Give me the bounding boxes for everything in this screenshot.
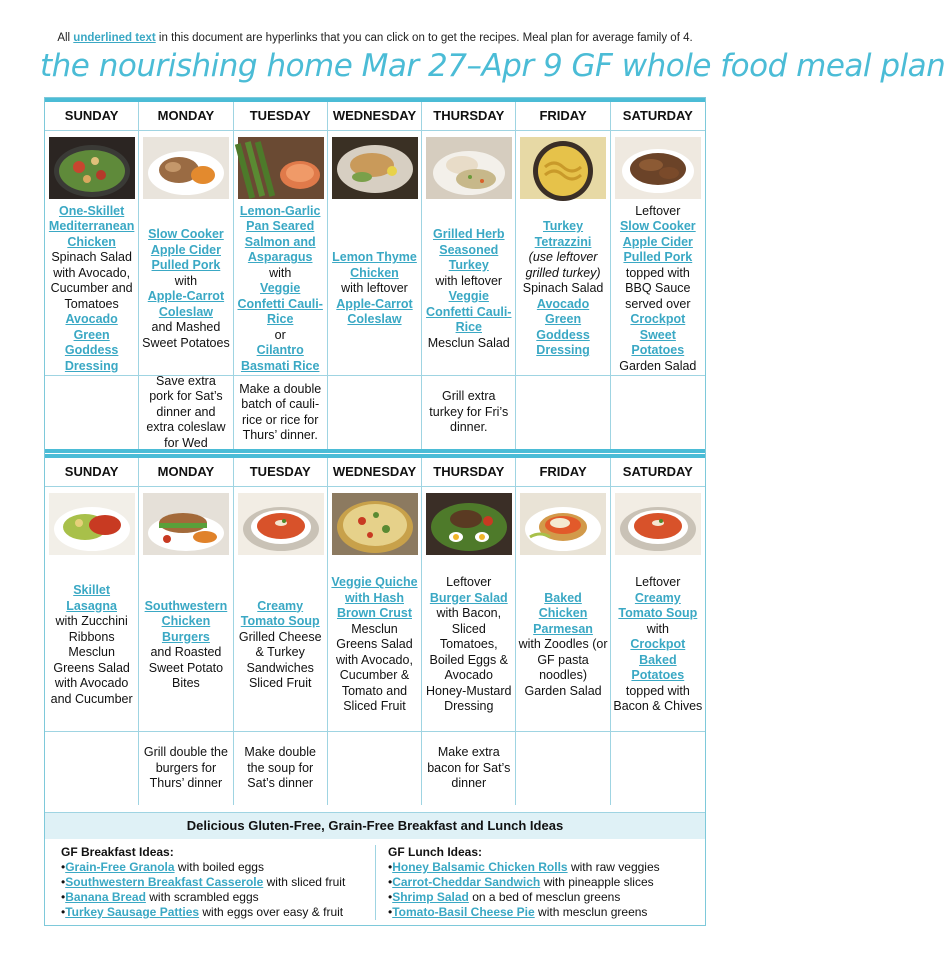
prep-note <box>611 732 705 805</box>
idea-description: with scrambled eggs <box>145 890 259 904</box>
day-header-sunday: SUNDAY <box>45 458 139 486</box>
notice-text-after: in this document are hyperlinks that you can click on to get the recipes. Meal plan for average family of 4. <box>155 32 693 44</box>
meal-cell-thursday <box>422 131 516 375</box>
prep-note <box>516 732 610 805</box>
meal-description: Mesclun Salad <box>427 335 510 350</box>
prep-note <box>611 376 705 449</box>
day-header-monday: MONDAY <box>139 102 233 130</box>
meal-description: with <box>174 273 198 288</box>
recipe-link[interactable]: Avocado Green Goddess Dressing <box>536 296 590 358</box>
tomato-soup-photo <box>238 493 324 555</box>
recipe-link[interactable]: Turkey Sausage Patties <box>65 905 200 919</box>
recipe-link[interactable]: Southwestern Breakfast Casserole <box>65 875 264 889</box>
day-header-friday: FRIDAY <box>516 458 610 486</box>
prep-note: Grill double the burgers for Thurs’ dinner <box>139 732 233 805</box>
prep-note: Grill extra turkey for Fri’s dinner. <box>422 376 516 449</box>
idea-item <box>388 875 705 890</box>
recipe-link[interactable]: Shrimp Salad <box>392 890 469 904</box>
recipe-link[interactable]: Tomato-Basil Cheese Pie <box>392 905 535 919</box>
idea-item <box>61 905 375 920</box>
idea-item <box>388 890 705 905</box>
idea-item <box>388 905 705 920</box>
notice-text-before: All <box>57 32 74 44</box>
idea-description: with mesclun greens <box>534 905 648 919</box>
meal-description: Spinach Salad with Avocado, Cucumber and Tomatoes <box>50 250 133 311</box>
idea-item <box>61 860 375 875</box>
meal-description: (use leftover grilled turkey) <box>525 250 601 280</box>
meal-cell-wednesday <box>328 487 422 731</box>
meal-cell-wednesday <box>328 131 422 375</box>
note-row <box>45 732 705 805</box>
day-header-monday: MONDAY <box>139 458 233 486</box>
meal-cell-thursday <box>422 487 516 731</box>
idea-description: with boiled eggs <box>174 860 264 874</box>
ideas-title: Delicious Gluten-Free, Grain-Free Breakfast and Lunch Ideas <box>45 813 705 839</box>
chicken-burger-photo <box>143 493 229 555</box>
page-title: the nourishing home Mar 27–Apr 9 GF whole food meal plan <box>40 48 945 84</box>
veggie-quiche-photo <box>332 493 418 555</box>
prep-note: Make double the soup for Sat’s dinner <box>234 732 328 805</box>
day-header-row <box>45 98 705 131</box>
recipe-link[interactable]: Skillet Lasagna <box>66 583 117 613</box>
recipe-link[interactable]: Crockpot Baked Potatoes <box>630 637 686 683</box>
idea-item <box>61 890 375 905</box>
turkey-tetrazzini-photo <box>520 137 606 199</box>
meal-description: with <box>269 265 292 280</box>
note-row <box>45 373 705 453</box>
grilled-turkey-photo <box>426 137 512 199</box>
day-header-wednesday: WEDNESDAY <box>328 458 422 486</box>
meal-row <box>45 487 705 732</box>
idea-item <box>388 860 705 875</box>
prep-note: Make a double batch of cauli-rice or rice for Thurs’ dinner. <box>234 376 328 449</box>
meal-description: Mesclun Greens Salad with Avocado, Cucumber & Tomato and Sliced Fruit <box>336 621 413 714</box>
meal-description: Grilled Cheese & Turkey Sandwiches Sliced Fruit <box>238 629 322 690</box>
recipe-link[interactable]: Baked Chicken Parmesan <box>533 590 593 636</box>
meal-description: topped with Bacon & Chives <box>613 683 703 714</box>
day-header-thursday: THURSDAY <box>422 102 516 130</box>
meal-cell-saturday <box>611 131 705 375</box>
recipe-link[interactable]: Veggie Confetti Cauli-Rice <box>426 289 512 334</box>
week-2 <box>45 454 705 805</box>
meal-description: Garden Salad <box>619 358 697 373</box>
meal-cell-tuesday <box>234 487 328 731</box>
recipe-link[interactable]: Avocado Green Goddess Dressing <box>64 312 119 373</box>
meal-description: Leftover <box>635 575 681 590</box>
prep-note: Make extra bacon for Sat’s dinner <box>422 732 516 805</box>
recipe-link[interactable]: Apple-Carrot Coleslaw <box>147 289 225 319</box>
breakfast-ideas <box>45 845 375 920</box>
meal-plan-grid <box>44 97 706 926</box>
prep-note <box>45 376 139 449</box>
day-header-friday: FRIDAY <box>516 102 610 130</box>
meal-cell-friday <box>516 487 610 731</box>
recipe-link[interactable]: Slow Cooker Apple Cider Pulled Pork <box>619 219 696 265</box>
prep-note <box>45 732 139 805</box>
meal-description: with <box>646 621 669 636</box>
recipe-link[interactable]: Apple-Carrot Coleslaw <box>336 296 413 327</box>
recipe-link[interactable]: Creamy Tomato Soup <box>240 598 320 628</box>
recipe-link[interactable]: Banana Bread <box>65 890 146 904</box>
meal-cell-monday <box>139 131 233 375</box>
recipe-link[interactable]: Honey Balsamic Chicken Rolls <box>392 860 568 874</box>
meal-description: with leftover <box>435 273 503 288</box>
week-1 <box>45 98 705 453</box>
mediterranean-chicken-photo <box>49 137 135 199</box>
pulled-pork-sweet-potato-photo <box>615 137 701 199</box>
lunch-ideas <box>375 845 705 920</box>
meal-description: with leftover <box>341 281 408 296</box>
day-header-thursday: THURSDAY <box>422 458 516 486</box>
recipe-link[interactable]: Veggie Confetti Cauli-Rice <box>237 281 323 327</box>
skillet-lasagna-photo <box>49 493 135 555</box>
recipe-link[interactable]: Lemon Thyme Chicken <box>332 250 417 280</box>
meal-cell-sunday <box>45 131 139 375</box>
recipe-link[interactable]: Lemon-Garlic Pan Seared Salmon and Asparagus <box>239 203 321 265</box>
recipe-link[interactable]: Crockpot Sweet Potatoes <box>630 312 686 358</box>
idea-item <box>61 875 375 890</box>
day-header-row <box>45 454 705 487</box>
meal-description: with Zoodles (or GF pasta noodles) Garden Salad <box>518 637 608 698</box>
tomato-soup-photo <box>615 493 701 555</box>
idea-description: with raw veggies <box>567 860 660 874</box>
recipe-link[interactable]: Carrot-Cheddar Sandwich <box>392 875 541 889</box>
meal-description: Leftover <box>446 575 492 590</box>
meal-cell-sunday <box>45 487 139 731</box>
meal-description: and Mashed Sweet Potatoes <box>142 320 230 350</box>
recipe-link[interactable]: Veggie Quiche with Hash Brown Crust <box>331 575 418 621</box>
chicken-parmesan-photo <box>520 493 606 555</box>
recipe-link[interactable]: Southwestern Chicken Burgers <box>144 598 228 644</box>
day-header-tuesday: TUESDAY <box>234 458 328 486</box>
lemon-chicken-photo <box>332 137 418 199</box>
prep-note <box>328 732 422 805</box>
meal-cell-friday <box>516 131 610 375</box>
salmon-asparagus-photo <box>238 137 324 199</box>
recipe-link[interactable]: Turkey Tetrazzini <box>534 219 592 249</box>
recipe-link[interactable]: Slow Cooker Apple Cider Pulled Pork <box>148 227 224 272</box>
prep-note <box>328 376 422 449</box>
day-header-saturday: SATURDAY <box>622 464 693 479</box>
day-header-saturday: SATURDAY <box>622 108 693 123</box>
breakfast-lunch-ideas <box>45 812 705 926</box>
pulled-pork-photo <box>143 137 229 199</box>
meal-description: with Zucchini Ribbons Mesclun Greens Salad with Avocado and Cucumber <box>50 614 133 706</box>
idea-description: with eggs over easy & fruit <box>199 905 344 919</box>
day-header-sunday: SUNDAY <box>45 102 139 130</box>
meal-description: Leftover <box>635 203 681 218</box>
meal-row <box>45 131 705 376</box>
recipe-link[interactable]: One-Skillet Mediterranean Chicken <box>48 203 135 249</box>
breakfast-heading: GF Breakfast Ideas: <box>61 845 174 859</box>
meal-description: and Roasted Sweet Potato Bites <box>148 645 224 690</box>
meal-cell-saturday <box>611 487 705 731</box>
day-header-wednesday: WEDNESDAY <box>328 102 422 130</box>
prep-note <box>516 376 610 449</box>
meal-cell-tuesday <box>234 131 328 375</box>
recipe-link[interactable]: Creamy Tomato Soup <box>618 590 698 621</box>
meal-description: or <box>274 327 286 342</box>
idea-description: with pineapple slices <box>540 875 654 889</box>
idea-description: on a bed of mesclun greens <box>468 890 621 904</box>
meal-description: with Bacon, Sliced Tomatoes, Boiled Eggs & Avocado Honey-Mustard Dressing <box>426 606 512 714</box>
meal-description: Spinach Salad <box>522 281 604 296</box>
meal-cell-monday <box>139 487 233 731</box>
breakfast-list <box>61 860 375 920</box>
recipe-link[interactable]: Cilantro Basmati Rice <box>240 343 320 373</box>
lunch-heading: GF Lunch Ideas: <box>388 845 483 859</box>
recipe-link[interactable]: Grilled Herb Seasoned Turkey <box>432 227 505 272</box>
idea-description: with sliced fruit <box>263 875 346 889</box>
burger-salad-photo <box>426 493 512 555</box>
recipe-link[interactable]: Grain-Free Granola <box>65 860 175 874</box>
prep-note: Save extra pork for Sat’s dinner and extra coleslaw for Wed <box>139 376 233 449</box>
day-header-tuesday: TUESDAY <box>234 102 328 130</box>
notice-link[interactable]: underlined text <box>73 32 156 44</box>
recipe-link[interactable]: Burger Salad <box>429 590 508 605</box>
meal-description: topped with BBQ Sauce served over <box>625 265 691 311</box>
hyperlink-notice <box>0 32 750 44</box>
lunch-list <box>388 860 705 920</box>
